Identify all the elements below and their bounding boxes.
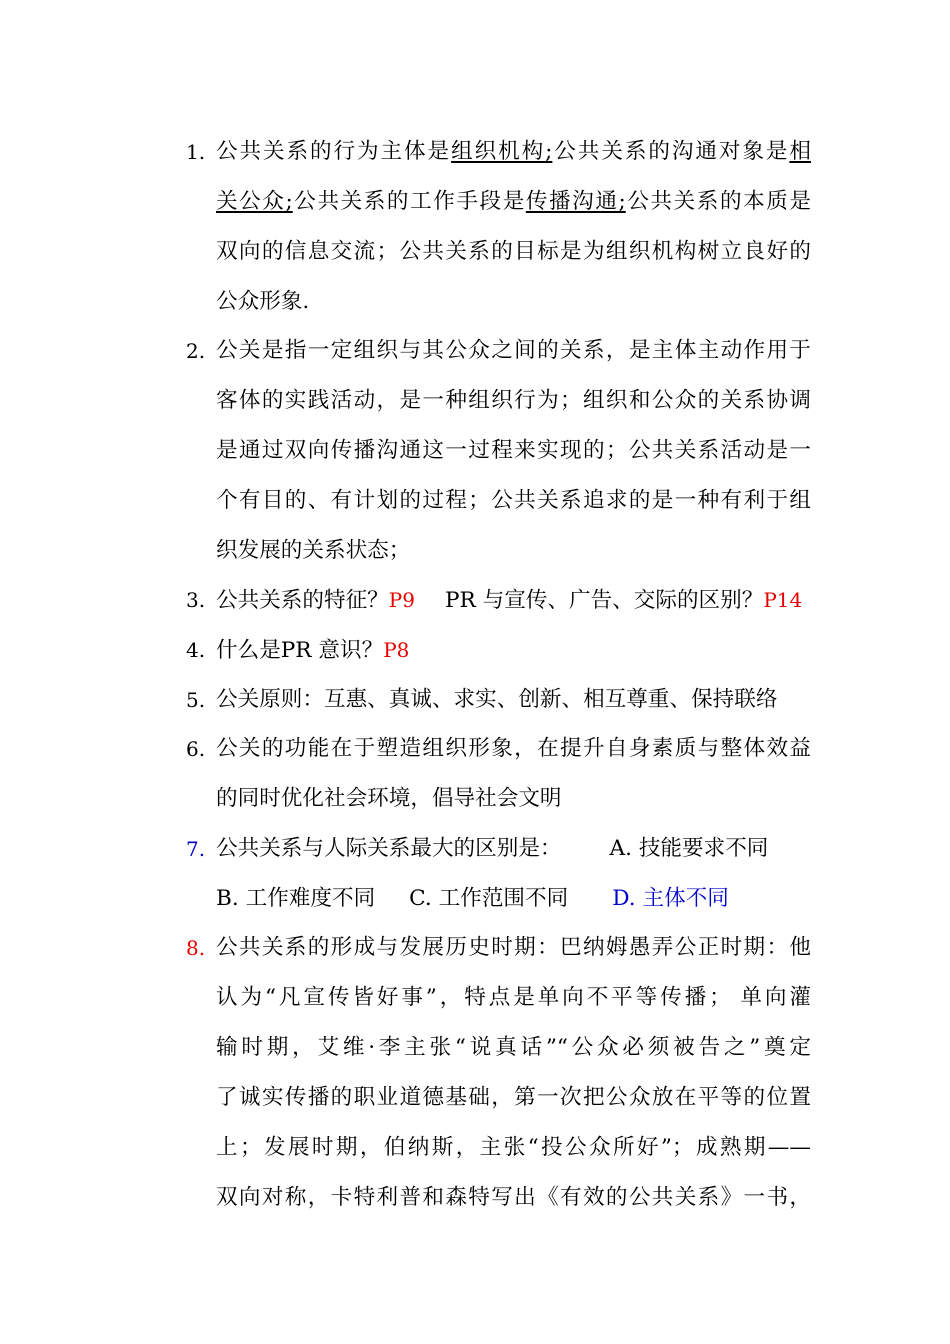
question-text: 什么是PR 意识？ <box>216 638 384 663</box>
option-a: A. 技能要求不同 <box>609 836 769 861</box>
text-span: 公共关系的行为主体是 <box>216 139 452 164</box>
item-line: 了诚实传播的职业道德基础，第一次把公众放在平等的位置 <box>216 1085 811 1110</box>
item-line: 的同时优化社会环境，倡导社会文明 <box>216 786 562 811</box>
item-line: 双向对称，卡特利普和森特写出《有效的公共关系》一书， <box>216 1185 811 1210</box>
page-reference: P9 <box>388 588 415 612</box>
item-number: 7. <box>186 837 206 861</box>
text-span: 公共关系的工作手段是 <box>292 189 526 214</box>
item-line: 双向的信息交流；公共关系的目标是为组织机构树立良好的 <box>216 239 811 264</box>
text-span: 公共关系的沟通对象是 <box>552 139 790 164</box>
option-b: B. 工作难度不同 <box>216 886 376 911</box>
list-item-8 <box>186 923 811 1223</box>
item-line: 输时期，艾维·李主张“说真话”“公众必须被告之”奠定 <box>216 1035 811 1060</box>
underlined-term: 传播沟通; <box>525 189 626 214</box>
option-d-answer: D. 主体不同 <box>612 886 729 911</box>
list-item-4 <box>186 625 811 675</box>
item-line <box>186 824 811 874</box>
page-reference: P8 <box>383 638 410 662</box>
item-line <box>186 127 811 177</box>
underlined-term: 关公众; <box>216 189 293 214</box>
item-number: 2. <box>186 339 206 363</box>
item-line <box>186 625 811 675</box>
question-text: 公共关系与人际关系最大的区别是： <box>216 836 562 861</box>
item-line: 公众形象. <box>216 289 310 314</box>
item-line: 公关原则：互惠、真诚、求实、创新、相互尊重、保持联络 <box>216 687 778 712</box>
item-line: 织发展的关系状态； <box>216 538 411 563</box>
item-line: 上；发展时期，伯纳斯，主张“投公众所好”；成熟期—— <box>216 1135 811 1160</box>
question-text: PR 与宣传、广告、交际的区别？ <box>444 588 764 613</box>
list-item-1 <box>186 127 811 327</box>
item-line: 认为“凡宣传皆好事”，特点是单向不平等传播； 单向灌 <box>216 985 811 1010</box>
item-number: 3. <box>186 588 206 612</box>
item-line: 个有目的、有计划的过程；公共关系追求的是一种有利于组 <box>216 488 811 513</box>
item-number: 1. <box>186 140 206 164</box>
item-number: 5. <box>186 688 206 712</box>
item-line: 公共关系的形成与发展历史时期：巴纳姆愚弄公正时期：他 <box>216 935 811 960</box>
item-line: 公关是指一定组织与其公众之间的关系，是主体主动作用于 <box>216 338 811 363</box>
page-reference: P14 <box>763 588 803 612</box>
item-line <box>186 874 811 924</box>
item-line: 客体的实践活动，是一种组织行为；组织和公众的关系协调 <box>216 388 811 413</box>
text-span: 公共关系的本质是 <box>625 189 811 214</box>
underlined-term: 组织机构; <box>451 139 553 164</box>
question-text: 公共关系的特征？ <box>216 588 389 613</box>
option-c: C. 工作范围不同 <box>409 886 569 911</box>
item-number: 6. <box>186 737 206 761</box>
item-line: 是通过双向传播沟通这一过程来实现的；公共关系活动是一 <box>216 438 811 463</box>
item-line: 公关的功能在于塑造组织形象，在提升自身素质与整体效益 <box>216 736 811 761</box>
list-item-2 <box>186 326 811 576</box>
list-item-3 <box>186 575 811 625</box>
item-line <box>186 575 811 625</box>
underlined-term: 相 <box>789 139 811 164</box>
list-item-5 <box>186 675 811 725</box>
list-item-6 <box>186 724 811 824</box>
list-item-7 <box>186 824 811 924</box>
item-number: 8. <box>186 936 206 960</box>
item-number: 4. <box>186 638 206 662</box>
item-line <box>186 177 811 227</box>
